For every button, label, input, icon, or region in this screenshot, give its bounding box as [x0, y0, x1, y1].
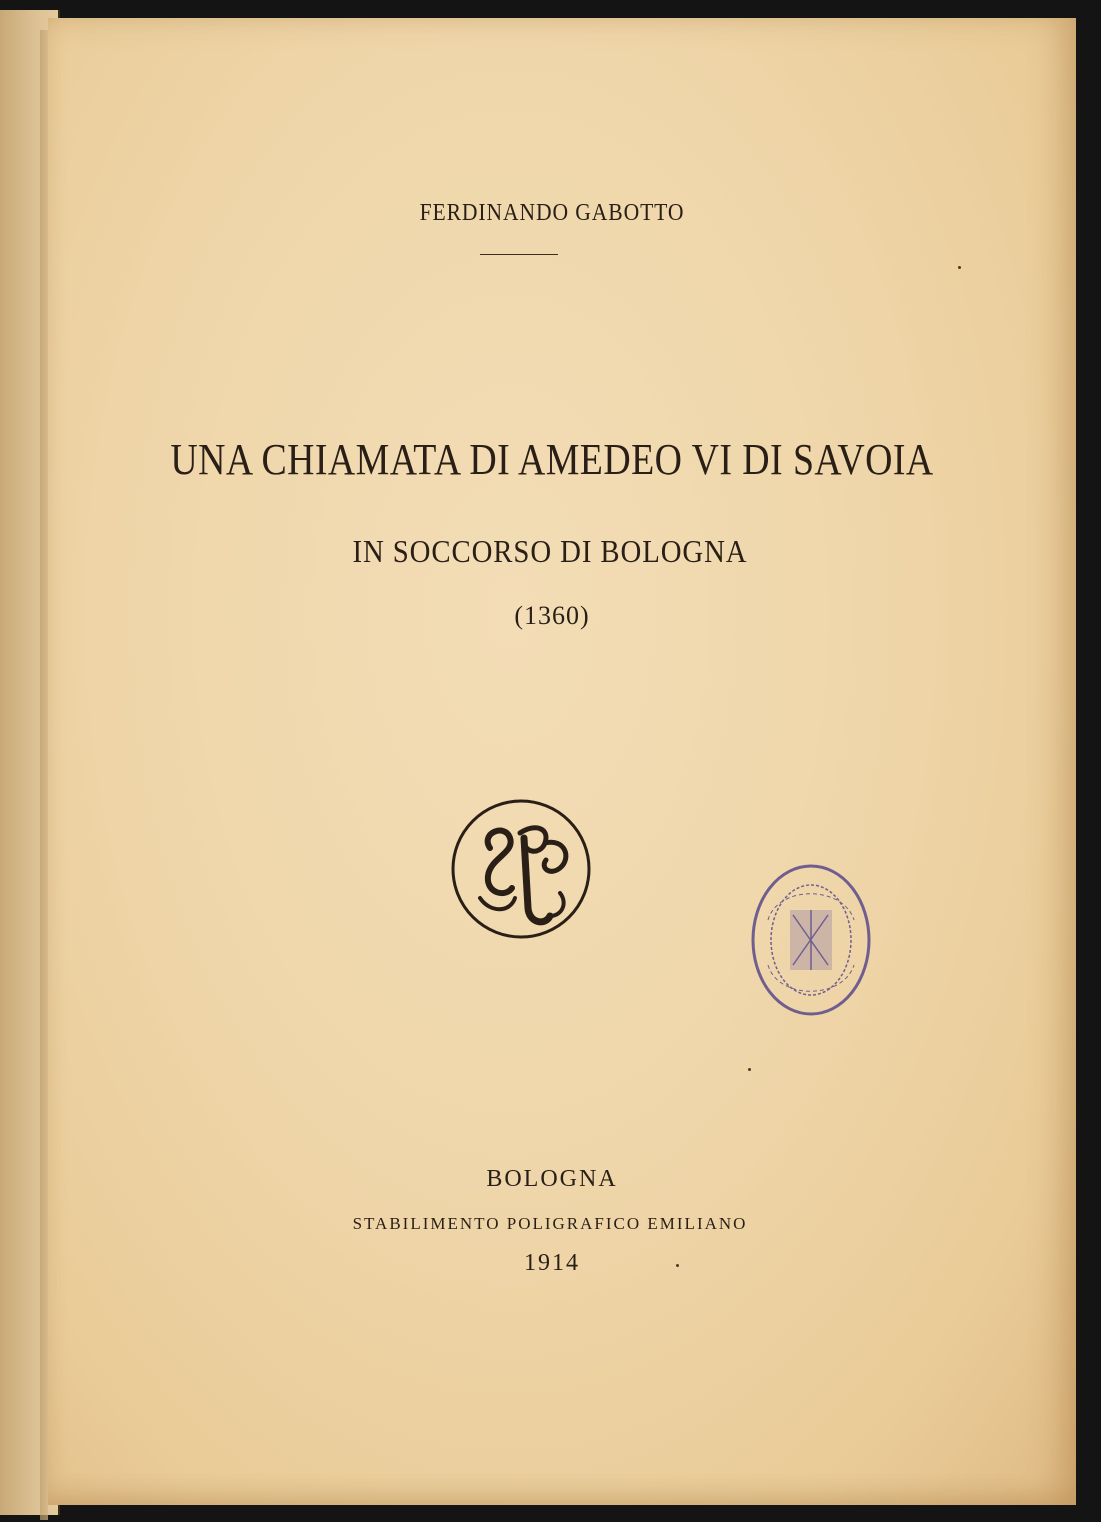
paper-speck — [748, 1068, 751, 1071]
printer-name: STABILIMENTO POLIGRAFICO EMILIANO — [352, 1214, 748, 1233]
title-page — [48, 18, 1076, 1505]
paper-speck — [958, 266, 961, 269]
paper-speck — [676, 1264, 679, 1267]
library-ownership-stamp — [748, 860, 874, 1020]
page-curl-shadow — [40, 30, 48, 1520]
book-title: UNA CHIAMATA DI AMEDEO VI DI SAVOIA — [170, 435, 934, 484]
publication-year: 1914 — [524, 1250, 580, 1276]
author-name: FERDINANDO GABOTTO — [419, 200, 685, 226]
publication-city: BOLOGNA — [486, 1166, 618, 1192]
book-subtitle: IN SOCCORSO DI BOLOGNA — [352, 533, 748, 569]
publisher-monogram-emblem — [450, 798, 592, 940]
author-separator-rule — [480, 254, 558, 255]
year-note: (1360) — [514, 601, 590, 630]
